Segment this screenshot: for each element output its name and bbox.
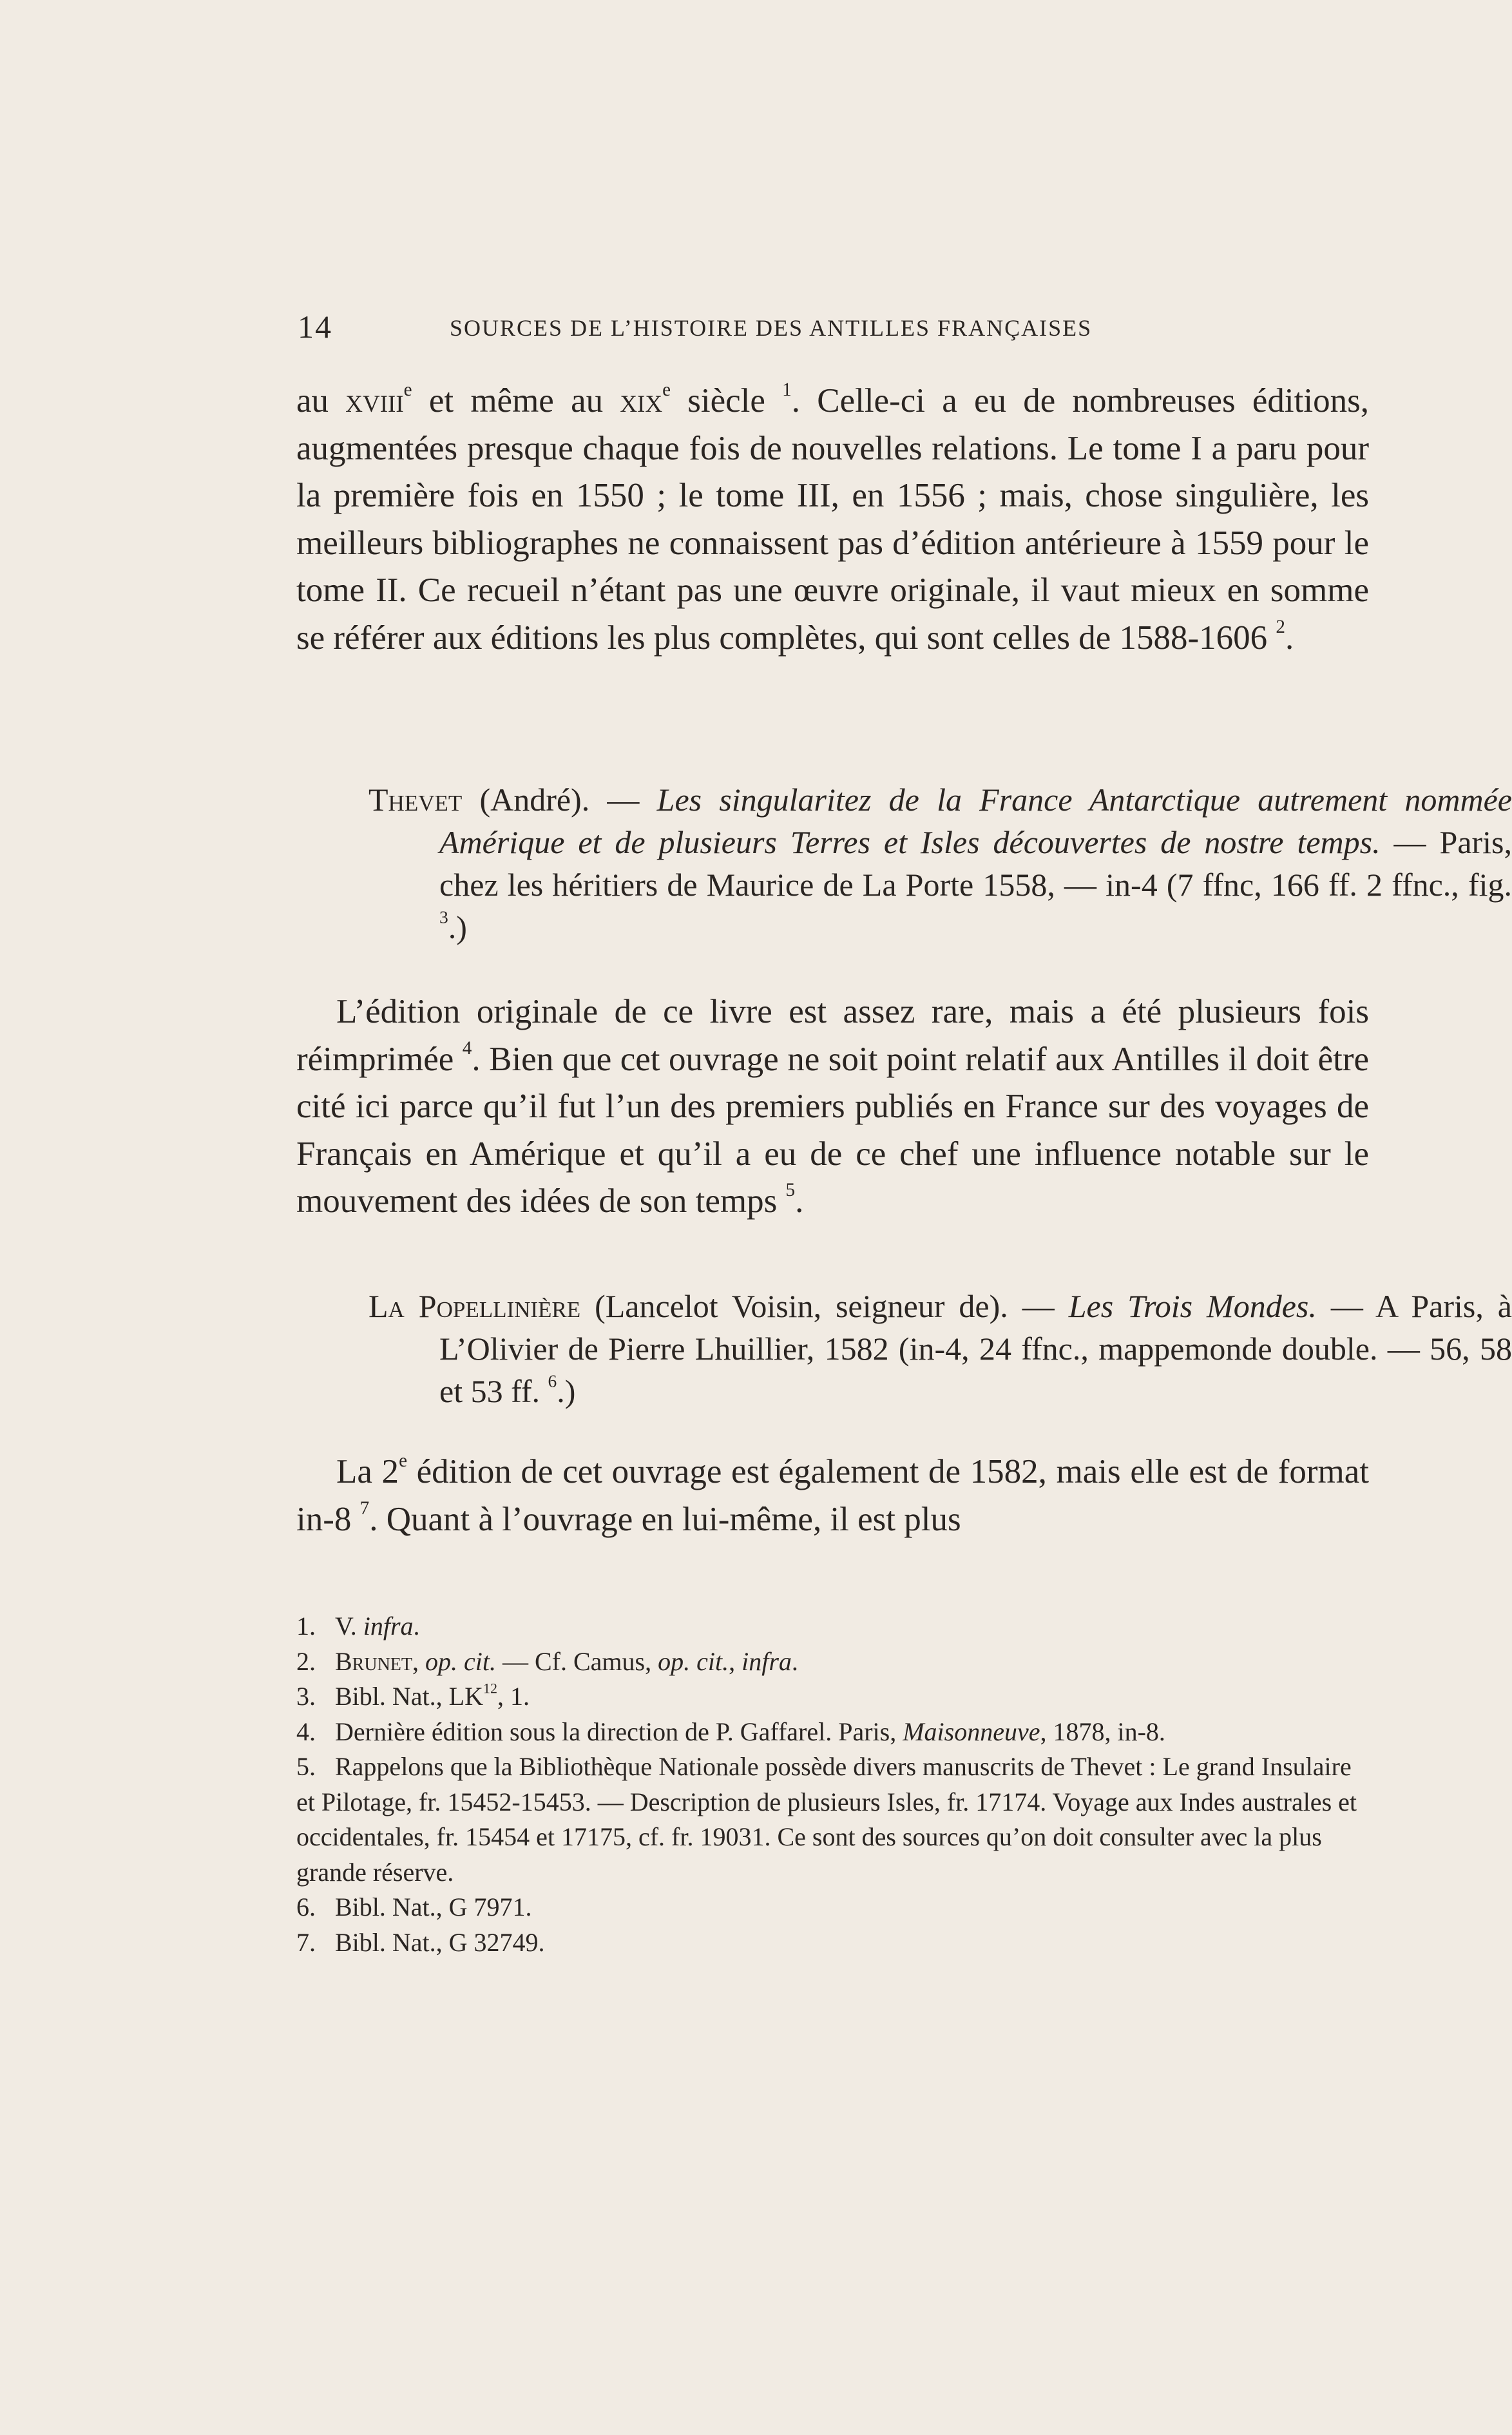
entry-title: Les singularitez de la France Antarctique autrement nommée Amérique et de plusieurs Terres et Isles découvertes de nostre temps. <box>439 782 1512 860</box>
note-ref-3: 3 <box>439 907 448 927</box>
footnote-2: 2. Brunet, op. cit. — Cf. Camus, op. cit., infra. <box>296 1646 798 1676</box>
note-ref-6: 6 <box>548 1371 557 1391</box>
paragraph-1: au xviii$^e$ et même au xix$^e$ siècle $^1$. Celle-ci a eu de nombreuses éditions, augmentées presque chaque fois de nouvelles relations. Le tome I a paru pour la première fois en 1550 ; le tome III, en 1556 ; mais, chose singulière, les meilleurs bibliographes ne connaissent pas d’édition antérieure à 1559 pour le tome II. Ce recueil n’étant pas une œuvre originale, il vaut mieux en somme se référer aux éditions les plus complètes, qui sont celles de 1588-1606 $^2$. <box>296 380 1369 657</box>
paragraph-2: L’édition originale de ce livre est assez rare, mais a été plusieurs fois réimprimée $^4$. Bien que cet ouvrage ne soit point relatif aux Antilles il doit être cité ici parce qu’il fut l’un des premiers publiés en France sur des voyages de Français en Amérique et qu’il a eu de ce chef une influence notable sur le mouvement des idées de son temps $^5$. <box>296 993 1369 1220</box>
note-ref-2: 2 <box>1276 617 1285 638</box>
entry-title: Les Trois Mondes. <box>1068 1288 1317 1324</box>
bibliography-entry-thevet: Thevet (André). — Les singularitez de la France Antarctique autrement nommée Amérique et de plusieurs Terres et Isles découvertes de nostre temps. — Paris, chez les héritiers de Maurice de La Porte 1558, — in-4 (7 ffnc, 166 ff. 2 ffnc., fig. $^3$.) <box>368 782 1512 945</box>
note-ref-1: 1 <box>782 380 792 401</box>
page-number: 14 <box>298 309 332 345</box>
footnotes <box>296 1609 1369 1960</box>
footnote-6: 6. Bibl. Nat., G 7971. <box>296 1892 532 1921</box>
footnote-5: 5. Rappelons que la Bibliothèque Nationale possède divers manuscrits de Thevet : Le grand Insulaire et Pilotage, fr. 15452-15453. — Description de plusieurs Isles, fr. 17174. Voyage aux Indes australes et occidentales, fr. 15454 et 17175, cf. fr. 19031. Ce sont des sources qu’on doit consulter avec la plus grande réserve. <box>296 1752 1357 1887</box>
note-ref-4: 4 <box>462 1037 472 1059</box>
paragraph-3: La 2e édition de cet ouvrage est également de 1582, mais elle est de format in-8 $^7$. Quant à l’ouvrage en lui-même, il est plus <box>296 1450 1369 1538</box>
note-ref-7: 7 <box>359 1497 370 1519</box>
note-ref-5: 5 <box>785 1180 796 1201</box>
entry-author: La Popellinière <box>368 1288 581 1324</box>
footnote-7: 7. Bibl. Nat., G 32749. <box>296 1927 545 1957</box>
footnote-4: 4. Dernière édition sous la direction de P. Gaffarel. Paris, Maisonneuve, 1878, in-8. <box>296 1717 1165 1746</box>
footnote-3: 3. Bibl. Nat., LK$^{12}$, 1. <box>296 1680 530 1711</box>
bibliography-entry-popelliniere: La Popellinière (Lancelot Voisin, seigneur de). — Les Trois Mondes. — A Paris, à L’Olivier de Pierre Lhuillier, 1582 (in-4, 24 ffnc., mappemonde double. — 56, 58 et 53 ff. $^6$.) <box>368 1288 1512 1409</box>
footnote-1: 1. V. infra. <box>296 1612 420 1641</box>
running-title: SOURCES DE L’HISTOIRE DES ANTILLES FRANÇAISES <box>450 315 1093 341</box>
entry-author: Thevet <box>368 782 463 818</box>
